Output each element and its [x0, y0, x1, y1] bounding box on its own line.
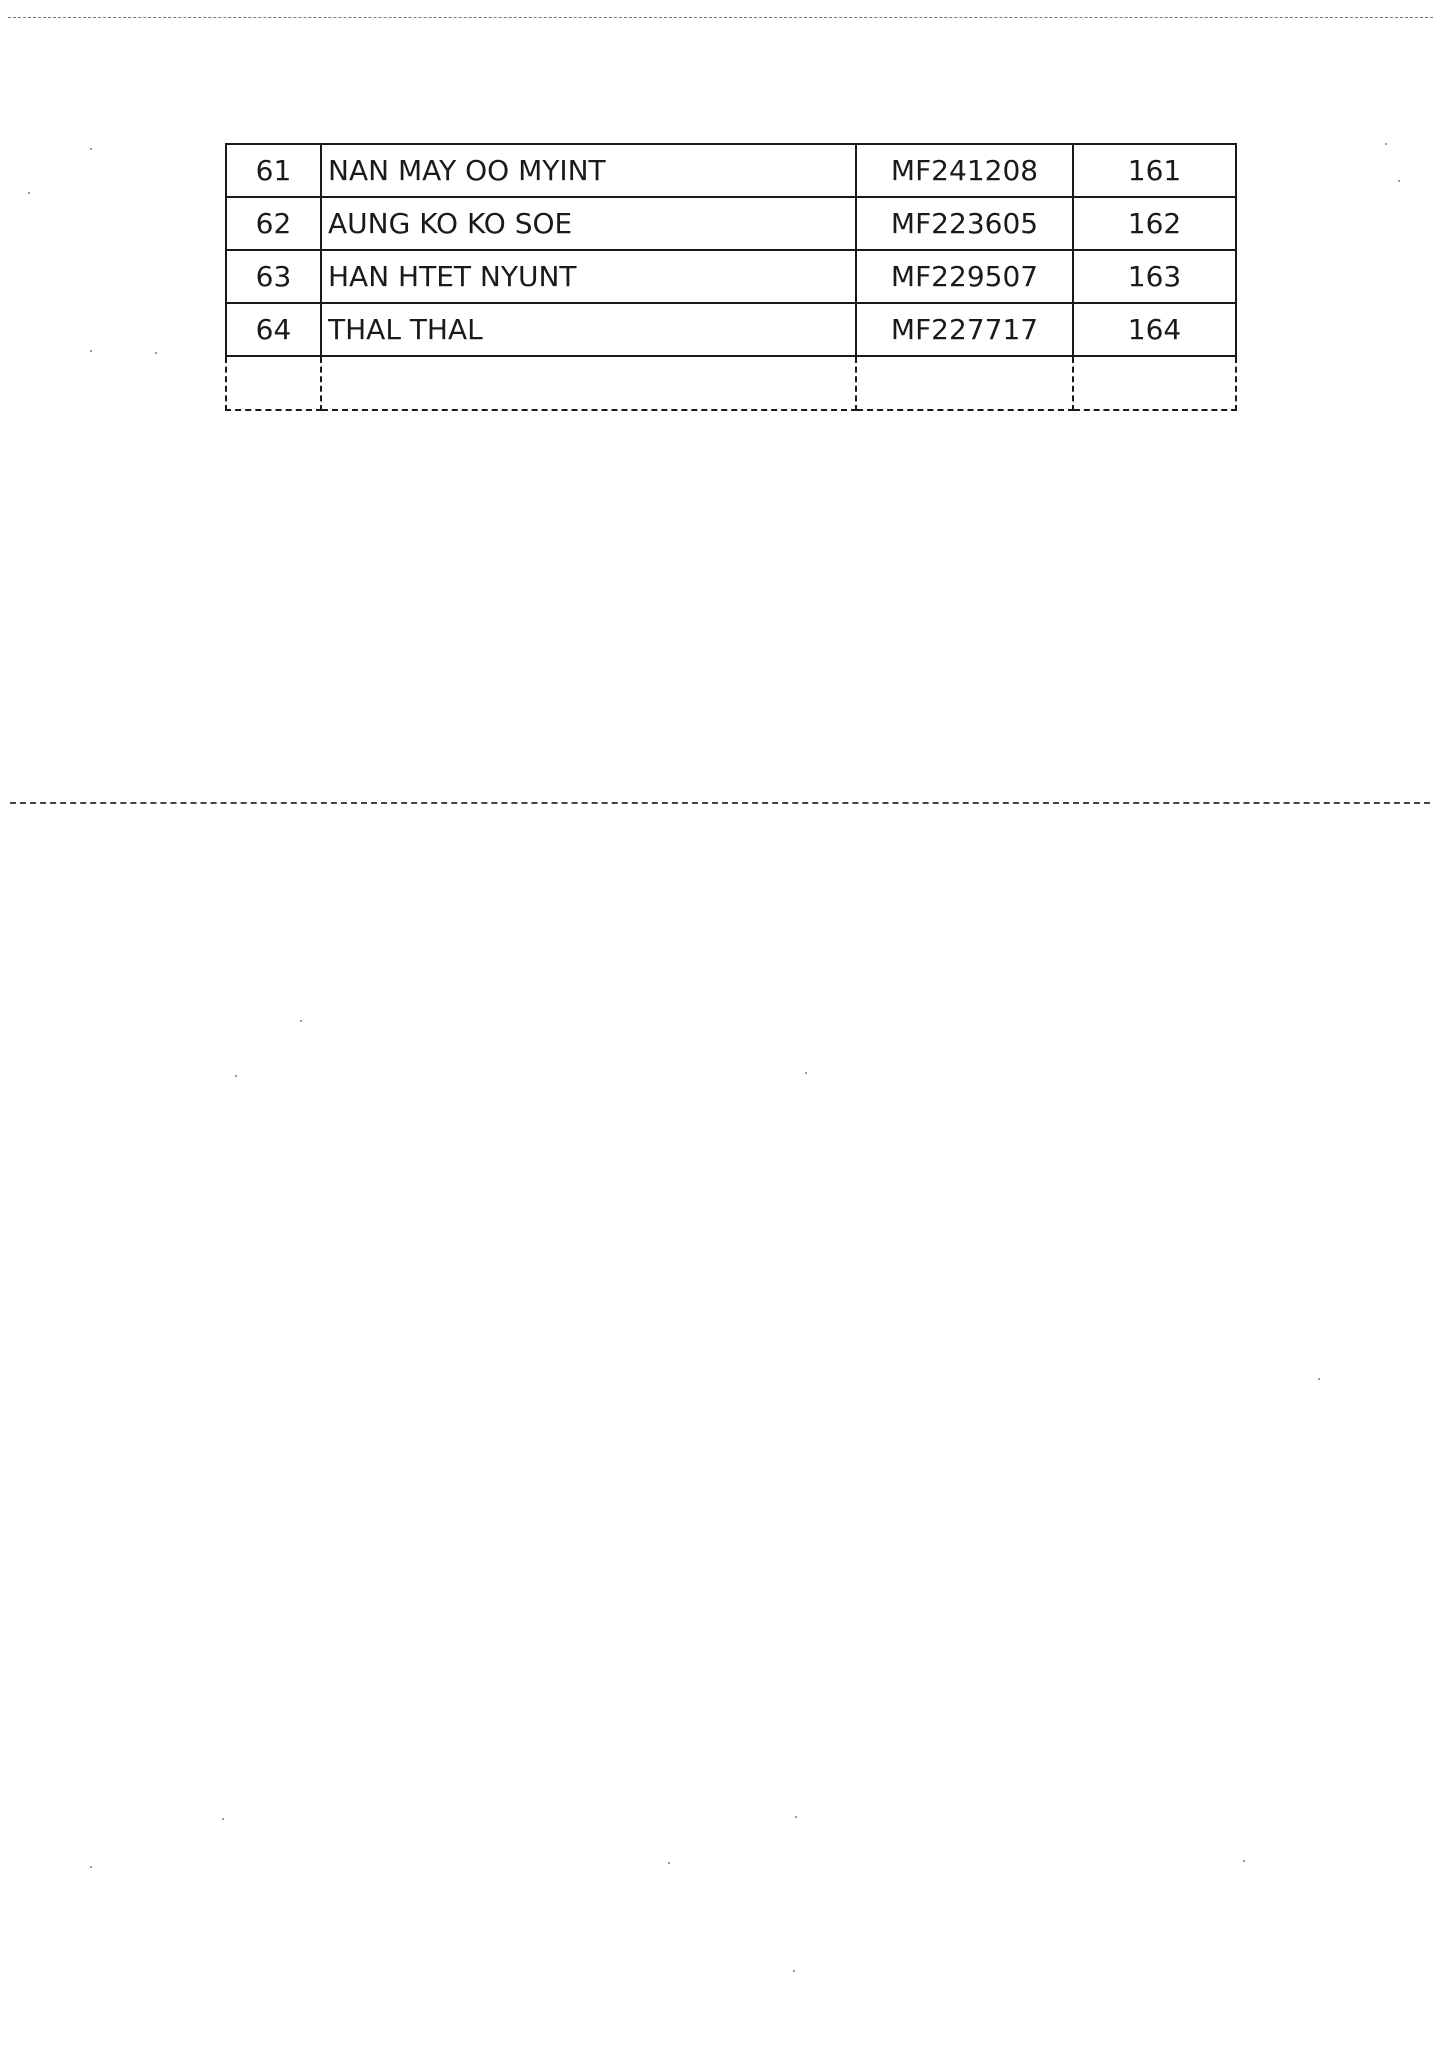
table-row — [226, 197, 1236, 250]
empty-cell — [1073, 356, 1236, 410]
scan-speck — [1398, 180, 1400, 182]
id-code: MF241208 — [856, 144, 1073, 197]
scan-speck — [805, 1072, 807, 1074]
table-row — [226, 144, 1236, 197]
scan-speck — [300, 1020, 302, 1022]
scan-artifact-line-middle — [10, 802, 1430, 804]
person-name: AUNG KO KO SOE — [321, 197, 856, 250]
empty-cell — [226, 356, 321, 410]
row-number: 61 — [226, 144, 321, 197]
id-code: MF229507 — [856, 250, 1073, 303]
scan-speck — [795, 1816, 797, 1818]
scan-speck — [793, 1970, 795, 1972]
scan-speck — [1385, 143, 1387, 145]
scan-speck — [90, 1866, 92, 1868]
scan-speck — [222, 1818, 224, 1820]
empty-cell — [321, 356, 856, 410]
sequence-number: 161 — [1073, 144, 1236, 197]
id-code: MF227717 — [856, 303, 1073, 356]
row-number: 62 — [226, 197, 321, 250]
sequence-number: 162 — [1073, 197, 1236, 250]
scan-speck — [668, 1862, 670, 1864]
row-number: 64 — [226, 303, 321, 356]
roster-table — [225, 143, 1237, 411]
scan-speck — [90, 148, 92, 150]
scan-artifact-line-top — [8, 17, 1433, 18]
scan-speck — [155, 352, 157, 354]
person-name: NAN MAY OO MYINT — [321, 144, 856, 197]
scan-speck — [90, 350, 92, 352]
table-row-empty — [226, 356, 1236, 410]
id-code: MF223605 — [856, 197, 1073, 250]
scan-speck — [1318, 1378, 1320, 1380]
scan-speck — [235, 1075, 237, 1077]
scan-speck — [1243, 1860, 1245, 1862]
table-row — [226, 250, 1236, 303]
scan-speck — [28, 192, 30, 194]
person-name: THAL THAL — [321, 303, 856, 356]
sequence-number: 163 — [1073, 250, 1236, 303]
row-number: 63 — [226, 250, 321, 303]
person-name: HAN HTET NYUNT — [321, 250, 856, 303]
empty-cell — [856, 356, 1073, 410]
table-row — [226, 303, 1236, 356]
sequence-number: 164 — [1073, 303, 1236, 356]
